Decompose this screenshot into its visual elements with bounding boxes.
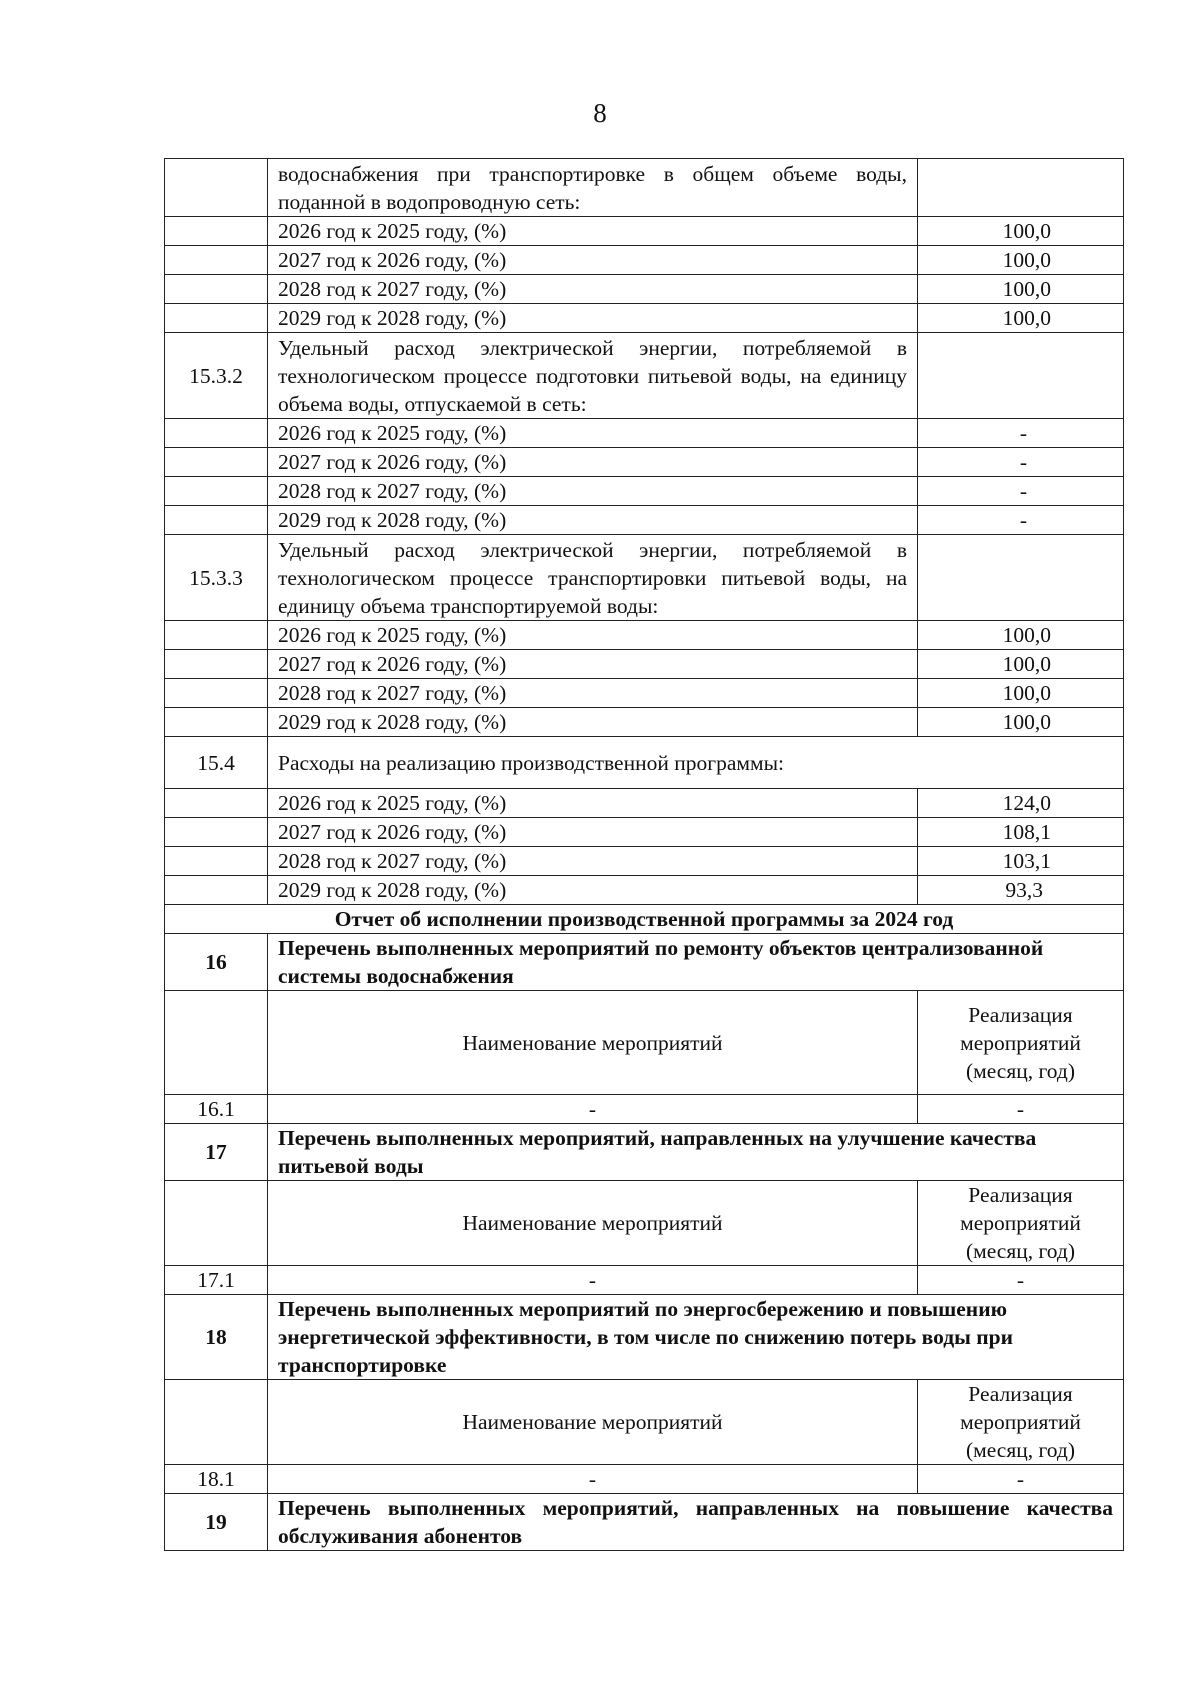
row-number: 15.3.2 — [165, 333, 268, 419]
item-number: 18.1 — [165, 1465, 268, 1494]
table-row — [165, 477, 1124, 506]
period-value: - — [918, 477, 1124, 506]
period-label: 2028 год к 2027 году, (%) — [268, 679, 918, 708]
column-header-realization: Реализация мероприятий (месяц, год) — [918, 991, 1124, 1095]
table-row — [165, 789, 1124, 818]
row-number — [165, 159, 268, 217]
section-title: Перечень выполненных мероприятий по энергосбережению и повышению энергетической эффективности, в том числе по снижению потерь воды при транспортировке — [268, 1295, 1124, 1380]
period-value: 124,0 — [918, 789, 1124, 818]
period-value: - — [918, 448, 1124, 477]
period-label: 2028 год к 2027 году, (%) — [268, 477, 918, 506]
table-row — [165, 159, 1124, 217]
column-header-name: Наименование мероприятий — [268, 1181, 918, 1266]
row-number: 15.3.3 — [165, 535, 268, 621]
period-label: 2027 год к 2026 году, (%) — [268, 818, 918, 847]
table-row — [165, 708, 1124, 737]
period-value: 100,0 — [918, 275, 1124, 304]
indicator-description: Расходы на реализацию производственной программы: — [268, 737, 1124, 789]
table-row — [165, 847, 1124, 876]
period-label: 2029 год к 2028 году, (%) — [268, 304, 918, 333]
column-header-realization: Реализация мероприятий (месяц, год) — [918, 1181, 1124, 1266]
item-value: - — [918, 1465, 1124, 1494]
period-label: 2029 год к 2028 году, (%) — [268, 876, 918, 905]
table-row — [165, 876, 1124, 905]
table-row — [165, 1494, 1124, 1551]
period-value: - — [918, 419, 1124, 448]
period-label: 2027 год к 2026 году, (%) — [268, 448, 918, 477]
row-number: 15.4 — [165, 737, 268, 789]
period-value: 100,0 — [918, 708, 1124, 737]
item-number: 16.1 — [165, 1095, 268, 1124]
table-row — [165, 1181, 1124, 1266]
period-label: 2028 год к 2027 году, (%) — [268, 847, 918, 876]
column-header-name: Наименование мероприятий — [268, 991, 918, 1095]
section-title: Перечень выполненных мероприятий, направленных на улучшение качества питьевой воды — [268, 1124, 1124, 1181]
item-value: - — [918, 1095, 1124, 1124]
period-value: 108,1 — [918, 818, 1124, 847]
table-row — [165, 621, 1124, 650]
period-value: 100,0 — [918, 650, 1124, 679]
section-number: 16 — [165, 934, 268, 991]
indicator-description: водоснабжения при транспортировке в общем объеме воды, поданной в водопроводную сеть: — [268, 159, 918, 217]
indicator-value — [918, 159, 1124, 217]
indicator-value — [918, 333, 1124, 419]
table-row — [165, 679, 1124, 708]
table-row — [165, 304, 1124, 333]
period-label: 2029 год к 2028 году, (%) — [268, 708, 918, 737]
period-value: - — [918, 506, 1124, 535]
item-name: - — [268, 1266, 918, 1295]
indicator-value — [918, 535, 1124, 621]
period-label: 2027 год к 2026 году, (%) — [268, 650, 918, 679]
section-title: Перечень выполненных мероприятий по ремонту объектов централизованной системы водоснабжения — [268, 934, 1124, 991]
item-value: - — [918, 1266, 1124, 1295]
indicator-description: Удельный расход электрической энергии, потребляемой в технологическом процессе транспортировки питьевой воды, на единицу объема транспортируемой воды: — [268, 535, 918, 621]
table-row — [165, 448, 1124, 477]
table-row — [165, 905, 1124, 934]
table-row — [165, 1266, 1124, 1295]
table-row — [165, 1465, 1124, 1494]
table-row — [165, 1095, 1124, 1124]
table-row — [165, 275, 1124, 304]
period-label: 2026 год к 2025 году, (%) — [268, 621, 918, 650]
period-label: 2028 год к 2027 году, (%) — [268, 275, 918, 304]
table-row — [165, 217, 1124, 246]
table-row — [165, 1124, 1124, 1181]
table-row — [165, 506, 1124, 535]
report-heading: Отчет об исполнении производственной программы за 2024 год — [165, 905, 1124, 934]
table-row — [165, 333, 1124, 419]
period-value: 100,0 — [918, 217, 1124, 246]
section-title: Перечень выполненных мероприятий, направленных на повышение качества обслуживания абонентов — [268, 1494, 1124, 1551]
table-row — [165, 419, 1124, 448]
column-header-realization: Реализация мероприятий (месяц, год) — [918, 1380, 1124, 1465]
period-value: 100,0 — [918, 679, 1124, 708]
table-row — [165, 991, 1124, 1095]
period-label: 2029 год к 2028 году, (%) — [268, 506, 918, 535]
period-label: 2027 год к 2026 году, (%) — [268, 246, 918, 275]
table-row — [165, 1295, 1124, 1380]
period-label: 2026 год к 2025 году, (%) — [268, 217, 918, 246]
table-row — [165, 246, 1124, 275]
section-number: 19 — [165, 1494, 268, 1551]
period-value: 100,0 — [918, 304, 1124, 333]
period-value: 93,3 — [918, 876, 1124, 905]
column-header-name: Наименование мероприятий — [268, 1380, 918, 1465]
item-name: - — [268, 1465, 918, 1494]
item-name: - — [268, 1095, 918, 1124]
section-number: 18 — [165, 1295, 268, 1380]
period-label: 2026 год к 2025 году, (%) — [268, 789, 918, 818]
period-value: 100,0 — [918, 621, 1124, 650]
table-row — [165, 535, 1124, 621]
table-row — [165, 1380, 1124, 1465]
indicator-description: Удельный расход электрической энергии, потребляемой в технологическом процессе подготовки питьевой воды, на единицу объема воды, отпускаемой в сеть: — [268, 333, 918, 419]
program-table — [164, 158, 1124, 1551]
table-row — [165, 737, 1124, 789]
period-label: 2026 год к 2025 году, (%) — [268, 419, 918, 448]
table-row — [165, 650, 1124, 679]
item-number: 17.1 — [165, 1266, 268, 1295]
section-number: 17 — [165, 1124, 268, 1181]
period-value: 100,0 — [918, 246, 1124, 275]
table-row — [165, 818, 1124, 847]
table-row — [165, 934, 1124, 991]
period-value: 103,1 — [918, 847, 1124, 876]
page-number: 8 — [593, 98, 607, 128]
